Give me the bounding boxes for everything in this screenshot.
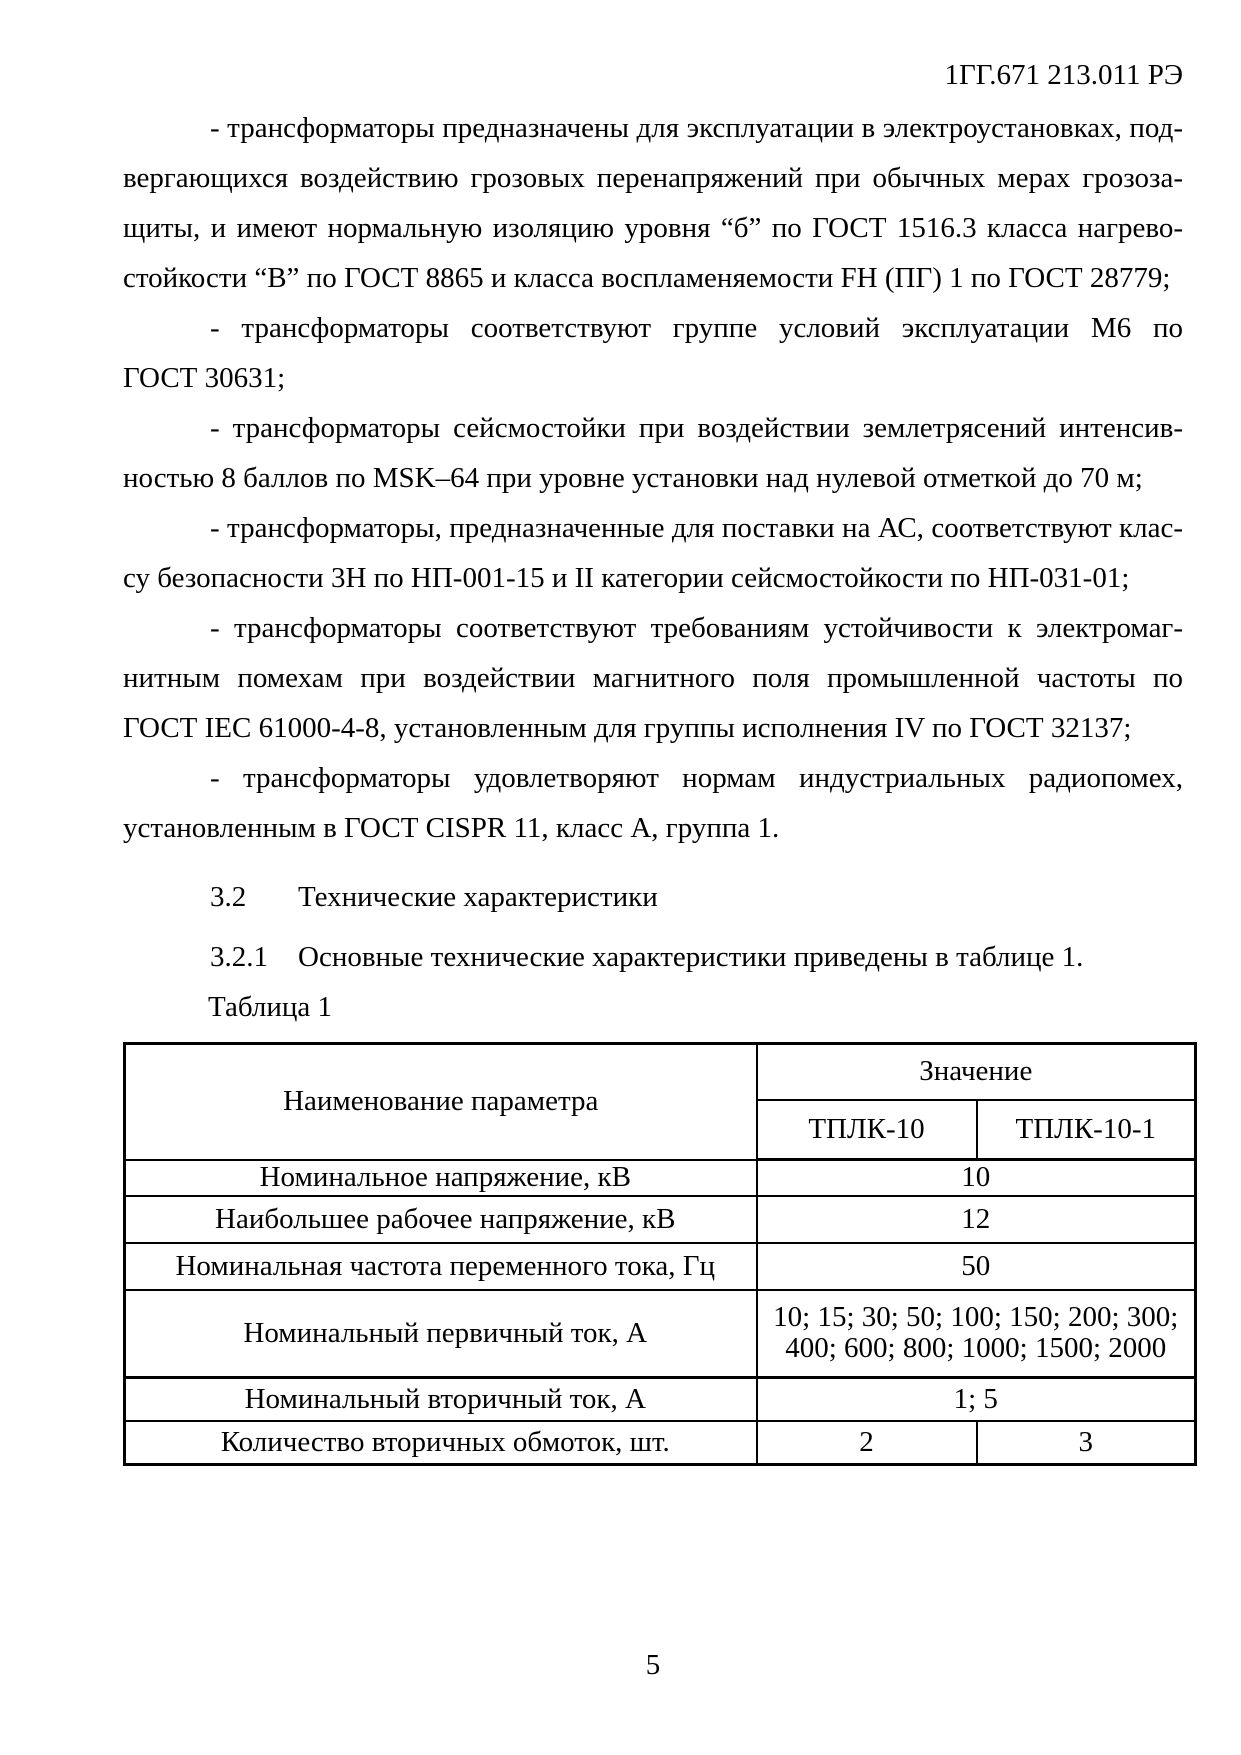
body-text-line: су безопасности 3Н по НП-001-15 и II категории сейсмостойкости по НП-031-01; bbox=[123, 562, 1130, 594]
document-code: 1ГГ.671 213.011 РЭ bbox=[944, 59, 1183, 91]
body-text-line: ностью 8 баллов по MSK–64 при уровне установки над нулевой отметкой до 70 м; bbox=[123, 462, 1143, 494]
table-header-row bbox=[125, 1044, 1196, 1100]
table-caption: Таблица 1 bbox=[208, 991, 333, 1023]
section-number: 3.2.1 bbox=[210, 941, 268, 973]
table-row bbox=[125, 1378, 1196, 1421]
body-text-line: вергающихся воздействию грозовых перенапряжений при обычных мерах грозоза- bbox=[123, 162, 1183, 194]
value-cell-tplk-10-1: 3 bbox=[977, 1421, 1196, 1465]
body-text-line: стойкости “В” по ГОСТ 8865 и класса воспламеняемости FH (ПГ) 1 по ГОСТ 28779; bbox=[123, 262, 1171, 294]
section-title: Технические характеристики bbox=[298, 881, 658, 913]
page-number: 5 bbox=[645, 1649, 661, 1681]
value-cell: 50 bbox=[757, 1243, 1196, 1290]
section-number: 3.2 bbox=[210, 881, 247, 913]
body-text-line: нитным помехам при воздействии магнитного поля промышленной частоты по bbox=[123, 662, 1183, 694]
column-header-tplk-10: ТПЛК-10 bbox=[757, 1100, 977, 1160]
body-text-line: - трансформаторы соответствуют группе условий эксплуатации М6 по bbox=[210, 312, 1183, 344]
value-cell: 12 bbox=[757, 1196, 1196, 1243]
parameter-cell: Номинальный вторичный ток, А bbox=[125, 1378, 757, 1421]
value-line: 400; 600; 800; 1000; 1500; 2000 bbox=[785, 1332, 1167, 1365]
table-row bbox=[125, 1196, 1196, 1243]
body-text bbox=[123, 103, 1183, 853]
column-header-tplk-10-1: ТПЛК-10-1 bbox=[977, 1100, 1196, 1160]
section-heading-3-2 bbox=[123, 872, 1183, 922]
body-text-line: - трансформаторы сейсмостойки при воздействии землетрясений интенсив- bbox=[210, 412, 1183, 444]
value-cell-tplk-10: 2 bbox=[757, 1421, 977, 1465]
column-header-parameter: Наименование параметра bbox=[125, 1044, 757, 1160]
body-text-line: ГОСТ IEC 61000-4-8, установленным для группы исполнения IV по ГОСТ 32137; bbox=[123, 712, 1132, 744]
table-row bbox=[125, 1243, 1196, 1290]
body-text-line: - трансформаторы соответствуют требованиям устойчивости к электромаг- bbox=[210, 612, 1183, 644]
parameter-cell: Количество вторичных обмоток, шт. bbox=[125, 1421, 757, 1465]
body-text-line: - трансформаторы, предназначенные для поставки на АС, соответствуют клас- bbox=[210, 512, 1183, 544]
value-cell bbox=[757, 1290, 1196, 1378]
section-title: Основные технические характеристики приведены в таблице 1. bbox=[298, 941, 1084, 973]
value-line: 10; 15; 30; 50; 100; 150; 200; 300; bbox=[773, 1301, 1179, 1334]
body-text-line: установленным в ГОСТ CISPR 11, класс А, группа 1. bbox=[123, 812, 780, 844]
value-cell: 10 bbox=[757, 1160, 1196, 1196]
value-cell: 1; 5 bbox=[757, 1378, 1196, 1421]
section-heading-3-2-1 bbox=[123, 932, 1183, 982]
column-header-value: Значение bbox=[757, 1044, 1196, 1100]
parameter-cell: Номинальное напряжение, кВ bbox=[125, 1160, 757, 1196]
body-text-line: щиты, и имеют нормальную изоляцию уровня “б” по ГОСТ 1516.3 класса нагрево- bbox=[123, 212, 1183, 244]
parameter-cell: Номинальная частота переменного тока, Гц bbox=[125, 1243, 757, 1290]
body-text-line: ГОСТ 30631; bbox=[123, 362, 286, 394]
parameter-cell: Наибольшее рабочее напряжение, кВ bbox=[125, 1196, 757, 1243]
parameter-cell: Номинальный первичный ток, А bbox=[125, 1290, 757, 1378]
table-row bbox=[125, 1290, 1196, 1378]
body-text-line: - трансформаторы предназначены для эксплуатации в электроустановках, под- bbox=[210, 112, 1183, 144]
table-row bbox=[125, 1421, 1196, 1465]
table-row bbox=[125, 1160, 1196, 1196]
specs-table bbox=[123, 1042, 1197, 1466]
body-text-line: - трансформаторы удовлетворяют нормам индустриальных радиопомех, bbox=[210, 762, 1183, 794]
